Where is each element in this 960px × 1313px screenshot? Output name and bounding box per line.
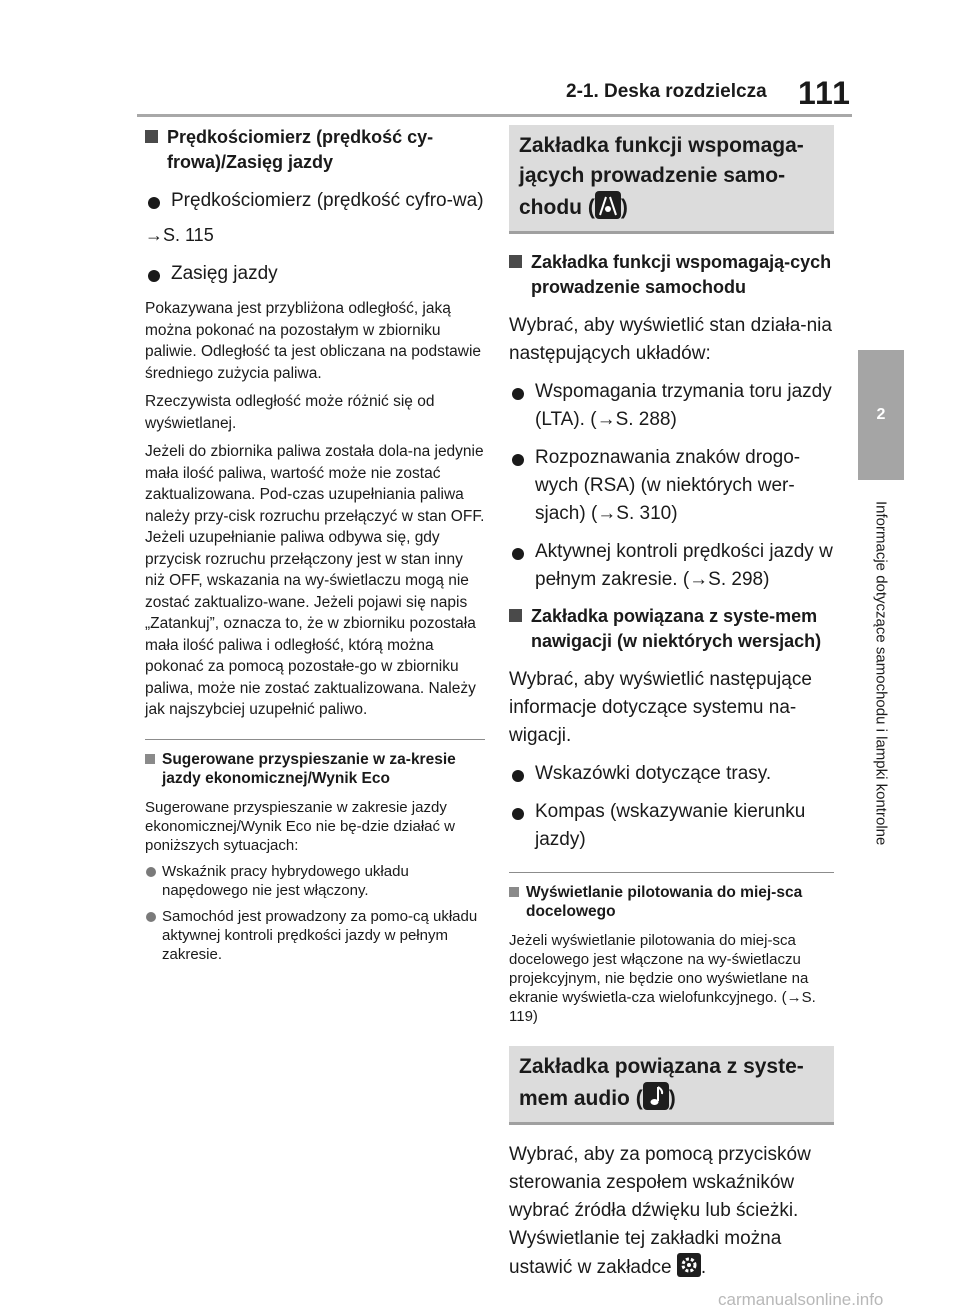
eco-bullet-1: Wskaźnik pracy hybrydowego układu napędowego nie jest włączony. — [145, 862, 485, 900]
square-bullet-icon — [509, 255, 522, 268]
square-bullet-icon — [509, 609, 522, 622]
bullet-dot-icon — [512, 548, 524, 560]
bullet-dot-icon — [512, 388, 524, 400]
assist-bullet-2: Rozpoznawania znaków drogo-wych (RSA) (w niektórych wer-sjach) (→S. 310) — [509, 444, 834, 528]
driving-assist-icon — [595, 191, 621, 219]
navigation-heading: Zakładka powiązana z syste-mem nawigacji (w niektórych wersjach) — [509, 604, 834, 654]
divider — [145, 739, 485, 740]
audio-tab-box: Zakładka powiązana z syste-mem audio ( ) — [509, 1046, 834, 1125]
chapter-title: Informacje dotyczące samochodu i lampki kontrolne — [872, 500, 890, 846]
driving-assist-tab-box: Zakładka funkcji wspomaga-jących prowadzenie samo-chodu ( ) — [509, 125, 834, 234]
bullet-dot-icon — [146, 912, 156, 922]
eco-bullet-2: Samochód jest prowadzony za pomo-cą układu aktywnej kontroli prędkości jazdy w pełnym zakresie. — [145, 907, 485, 964]
gear-icon — [677, 1253, 701, 1277]
square-bullet-icon — [509, 887, 519, 897]
navigation-bullet-1: Wskazówki dotyczące trasy. — [509, 760, 834, 788]
divider — [509, 872, 834, 873]
left-column — [145, 125, 485, 971]
right-column — [509, 125, 834, 1292]
speedometer-heading: Prędkościomierz (prędkość cy-frowa)/Zasięg jazdy — [145, 125, 485, 175]
range-paragraph-2: Rzeczywista odległość może różnić się od wyświetlanej. — [145, 393, 435, 432]
header-rule — [137, 114, 852, 117]
bullet-dot-icon — [512, 808, 524, 820]
bullet-dot-icon — [146, 867, 156, 877]
range-paragraph-1: Pokazywana jest przybliżona odległość, jaką można pokonać na pozostałym w zbiorniku paliwie. Odległość ta jest obliczana na podstawie średniego zużycia paliwa. — [145, 300, 482, 382]
assist-bullet-3: Aktywnej kontroli prędkości jazdy w pełnym zakresie. (→S. 298) — [509, 538, 834, 594]
chapter-number: 2 — [876, 406, 886, 423]
navigation-bullet-2: Kompas (wskazywanie kierunku jazdy) — [509, 798, 834, 854]
assist-paragraph: Wybrać, aby wyświetlić stan działa-nia następujących układów: — [509, 315, 832, 364]
header-section-title: 2-1. Deska rozdzielcza — [566, 81, 767, 102]
music-note-icon — [643, 1082, 669, 1110]
square-bullet-icon — [145, 754, 155, 764]
hud-heading: Wyświetlanie pilotowania do miej-sca docelowego — [509, 883, 834, 921]
bullet-dot-icon — [512, 770, 524, 782]
bullet-dot-icon — [148, 270, 160, 282]
bullet-dot-icon — [148, 197, 160, 209]
speedometer-page-reference: →S. 115 — [145, 225, 214, 245]
eco-paragraph: Sugerowane przyspieszanie w zakresie jazdy ekonomicznej/Wynik Eco nie bę-dzie działać w poniższych sytuacjach: — [145, 798, 456, 854]
range-paragraph-3: Jeżeli do zbiornika paliwa została dola-na jedynie mała ilość paliwa, wartość może nie zostać zaktualizowana. Pod-czas uzupełniania paliwa należy przy-cisk rozruchu przełączyć w stan OFF. Jeżeli uzupełnianie paliwa odbywa się, gdy przycisk rozruchu przełączony jest w stan inny niż OFF, wskazania na wy-świetlaczu mogą nie zostać zaktualizo-wane. Jeżeli pojawi się napis „Zatankuj”, oznacza to, że w zbiorniku pozostała mała ilość paliwa i odległość, którą można pokonać za pomocą pozostałe-go w zbiorniku paliwa, może nie zostać zaktualizowana. Należy jak najszybciej uzupełnić paliwo. — [145, 443, 485, 718]
eco-heading: Sugerowane przyspieszanie w za-kresie jazdy ekonomicznej/Wynik Eco — [145, 750, 485, 788]
watermark: carmanualsonline.info — [718, 1290, 884, 1309]
navigation-paragraph: Wybrać, aby wyświetlić następujące informacje dotyczące systemu na-wigacji. — [509, 669, 812, 746]
assist-heading: Zakładka funkcji wspomagają-cych prowadzenie samochodu — [509, 250, 834, 300]
chapter-side-title — [858, 478, 904, 868]
square-bullet-icon — [145, 130, 158, 143]
speedometer-bullet: Prędkościomierz (prędkość cyfro-wa) — [145, 187, 485, 215]
chapter-tab — [858, 350, 904, 480]
page-number: 111 — [798, 75, 851, 111]
hud-paragraph: Jeżeli wyświetlanie pilotowania do miej-sca docelowego jest włączone na wy-świetlaczu projekcyjnym, nie będzie ono wyświetlane na ekranie wyświetla-cza wielofunkcyjnego. (→S. 119) — [509, 932, 816, 1025]
audio-paragraph: Wybrać, aby za pomocą przycisków sterowania zespołem wskaźników wybrać źródła dźwięku lub ścieżki. Wyświetlanie tej zakładki można ustawić w zakładce . — [509, 1144, 811, 1278]
range-bullet: Zasięg jazdy — [145, 260, 485, 288]
assist-bullet-1: Wspomagania trzymania toru jazdy (LTA). (→S. 288) — [509, 378, 834, 434]
bullet-dot-icon — [512, 454, 524, 466]
